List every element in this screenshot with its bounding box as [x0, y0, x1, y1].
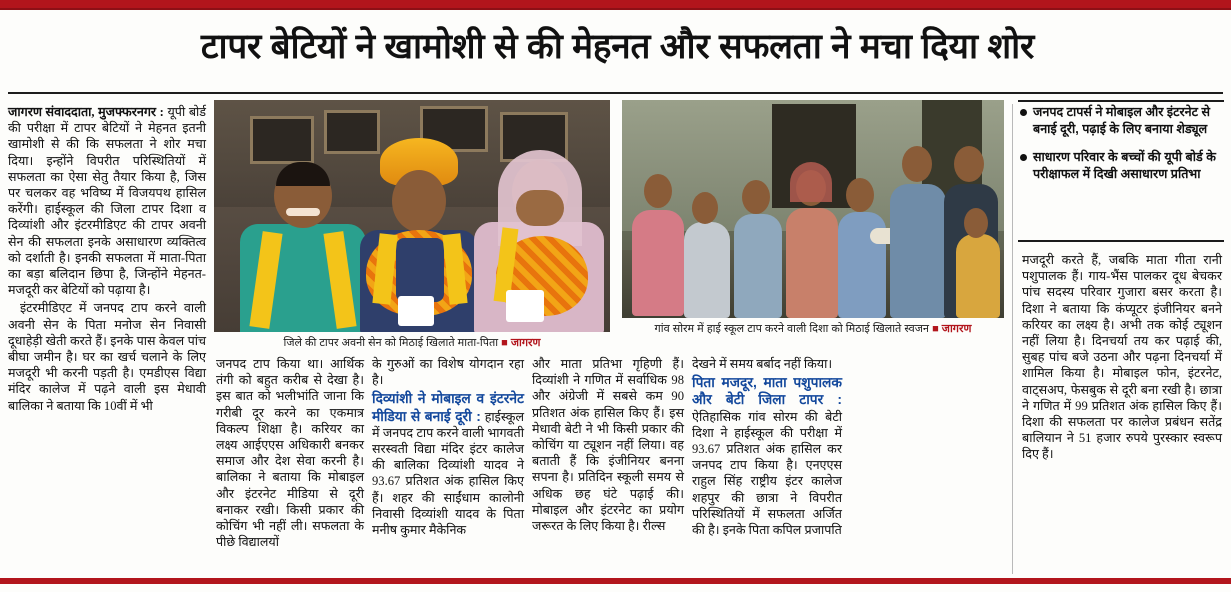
sidebar-rule-bottom	[1018, 240, 1224, 242]
column7-paragraph-1: मजदूरी करते हैं, जबकि माता गीता रानी पशुपालक हैं। गाय-भैंस पालकर दूध बेचकर पांच सदस्य परिवार गुजारा बसर करता है। दिशा ने बताया कि कंप्यूटर इंजीनियर बनने करियर का लक्ष्य है। अभी तक कोई ट्यूशन नहीं लिया है। दिनचर्या तय कर पढ़ाई की, सुबह पांच बजे उठना और पढ़ना दिनचर्या में शामिल किया है। मोबाइल फोन, इंटरनेट, वाट्सअप, फेसबुक से दूरी बना रखी है। छात्रा ने गणित में 99 प्रतिशत अंक हासिल किए हैं। दिशा की सफलता पर कालेज प्रबंधन सतेंद्र बालियान ने 51 हजार रुपये पुरस्कार स्वरूप दिए हैं।	[1022, 253, 1222, 462]
column3-subhead: दिव्यांशी ने मोबाइल व इंटरनेट मीडिया से बनाई दूरी :	[372, 391, 524, 424]
photo2-caption-text: गांव सोरम में हाई स्कूल टाप करने वाली दिशा को मिठाई खिलाते स्वजन	[654, 323, 933, 335]
page-headline: टापर बेटियों ने खामोशी से की मेहनत और सफलता ने मचा दिया शोर	[200, 27, 1035, 66]
list-item	[1020, 104, 1224, 137]
sidebar-bullet-2: साधारण परिवार के बच्चों की यूपी बोर्ड के परीक्षाफल में दिखी असाधारण प्रतिभा	[1033, 150, 1216, 181]
photo-disha-family	[622, 100, 1004, 318]
masthead-rule	[0, 0, 1231, 8]
sidebar-rule-top	[1018, 100, 1224, 102]
column5-continuation: देखने में समय बर्बाद नहीं किया।	[692, 357, 833, 371]
article-column-2	[216, 356, 364, 552]
article-column-4	[532, 356, 684, 536]
column-divider	[1012, 104, 1013, 574]
article-column-3	[372, 356, 524, 540]
article-column-5	[692, 356, 842, 540]
bullet-dot-icon	[1020, 109, 1027, 116]
column3-paragraph-1: हाईस्कूल में जनपद टाप करने वाली भागवती सरस्वती विद्या मंदिर इंटर कालेज की बालिका दिव्यांशी यादव ने 93.67 प्रतिशत अंक हासिल किए हैं। शहर की साईंधाम कालोनी निवासी दिव्यांशी यादव के पिता मनीष कुमार मैकेनिक	[372, 409, 524, 538]
bullet-dot-icon	[1020, 154, 1027, 161]
list-item	[1020, 149, 1224, 182]
dateline: जागरण संवाददाता, मुजफ्फरनगर :	[8, 105, 164, 119]
article-column-1	[8, 104, 206, 416]
photo2-caption	[622, 322, 1004, 336]
column5-subhead: पिता मजदूर, माता पशुपालक और बेटी जिला टापर :	[692, 375, 842, 408]
photo2-caption-source: ■ जागरण	[932, 323, 972, 335]
sidebar-bullet-1: जनपद टापर्स ने मोबाइल और इंटरनेट से बनाई दूरी, पढ़ाई के लिए बनाया शेड्यूल	[1033, 105, 1210, 136]
column5-paragraph-1: ऐतिहासिक गांव सोरम की बेटी दिशा ने हाईस्कूल की परीक्षा में 93.67 प्रतिशत अंक हासिल कर जनपद टाप किया है। एनएएस राहुल सिंह राष्ट्रीय इंटर कालेज शहपुर की छात्रा ने विपरीत परिस्थितियों में सफलता अर्जित की है। इनके पिता कपिल प्रजापति	[692, 409, 842, 538]
column3-continuation: के गुरुओं का विशेष योगदान रहा है।	[372, 357, 524, 388]
masthead-rule-thin	[0, 8, 1231, 10]
photo1-caption-text: जिले की टापर अवनी सेन को मिठाई खिलाते माता-पिता	[283, 337, 502, 349]
photo1-caption-source: ■ जागरण	[501, 337, 541, 349]
highlight-box	[1020, 104, 1224, 194]
column4-paragraph-1: और माता प्रतिभा गृहिणी हैं। दिव्यांशी ने गणित में सर्वाधिक 98 और अंग्रेजी में सबसे कम 90 प्रतिशत अंक हासिल किए हैं। इस मेधावी बेटी ने भी किसी प्रकार की कोचिंग या ट्यूशन नहीं लिया। वह बताती हैं कि इंजीनियर बनना सपना है। प्रतिदिन स्कूली समय से अधिक छह घंटे पढ़ाई की। मोबाइल और इंटरनेट का प्रयोग जरूरत के लिए किया है। रील्स	[532, 357, 684, 534]
photo-avni-sen	[214, 100, 610, 332]
footer-rule	[0, 578, 1231, 584]
column2-paragraph-1: जनपद टाप किया था। आर्थिक तंगी को बहुत करीब से देखा है। इस बात को भलीभांति जाना कि गरीबी दूर करने का एकमात्र विकल्प शिक्षा है। करियर का लक्ष्य आईएएस अधिकारी बनकर समाज और देश सेवा करनी है। बालिका ने बताया कि मोबाइल और इंटरनेट मीडिया से दूरी बनाकर रखी। किसी प्रकार की कोचिंग भी नहीं ली। सफलता के पीछे विद्यालयों	[216, 357, 364, 550]
headline-divider	[8, 92, 1223, 94]
article-column-7	[1022, 252, 1222, 465]
column1-paragraph-2: इंटरमीडिएट में जनपद टाप करने वाली अवनी सेन के पिता मनोज सेन निवासी दूधाहेड़ी खेती करते हैं। इनके पास केवल पांच बीघा जमीन है। घर का खर्च चलाने के लिए मजदूरी भी करनी पड़ती है। एमडीएस विद्या मंदिर कालेज में पढ़ने वाली इस मेधावी बालिका ने बताया कि 10वीं में भी	[8, 301, 206, 413]
photo1-caption	[214, 336, 610, 350]
column1-paragraph-1: यूपी बोर्ड की परीक्षा में टापर बेटियों ने मेहनत इतनी खामोशी से की कि सफलता ने शोर मचा दिया। इन्होंने विपरीत परिस्थितियों में सफलता का ऐसा सेतु तैयार किया है, जिस पर चलकर वह भविष्य में विजयपथ हासिल करेंगी। हाईस्कूल की जिला टापर दिशा व दिव्यांशी और इंटरमीडिएट की टापर अवनी सेन की सफलता इनके असाधारण व्यक्तित्व को दर्शाती है। इनकी सफलता में माता-पिता का बड़ा बलिदान छिपा है, जिन्होंने मेहनत-मजदूरी कर बेटियों को पढ़ाया है।	[8, 105, 207, 298]
